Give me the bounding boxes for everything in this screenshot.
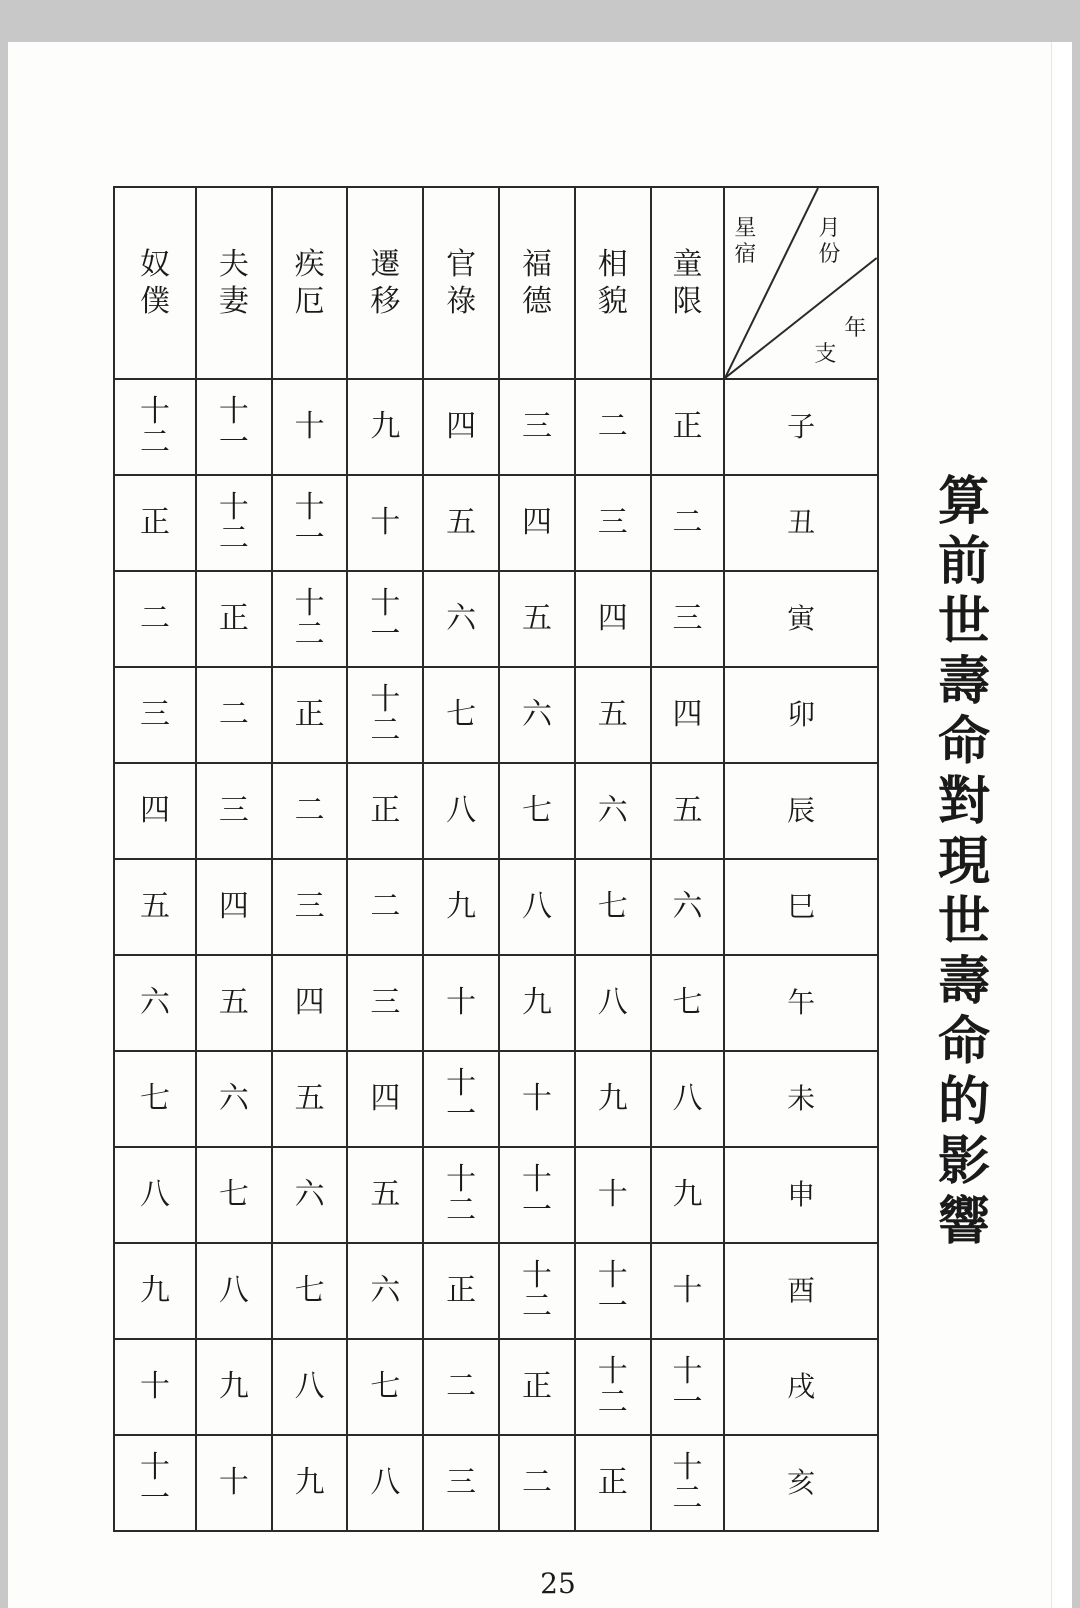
table-cell xyxy=(114,1243,196,1339)
cell-value: 六 xyxy=(597,793,628,829)
cell-value: 三 xyxy=(139,697,170,733)
column-header: 童限 xyxy=(651,187,725,379)
cell-value: 正 xyxy=(294,697,325,733)
table-cell xyxy=(423,379,499,475)
table-cell xyxy=(347,379,423,475)
cell-value: 五 xyxy=(370,1177,401,1213)
table-cell xyxy=(423,667,499,763)
cell-value: 四 xyxy=(521,505,552,541)
table-cell xyxy=(575,379,651,475)
cell-value: 十一 xyxy=(672,1353,703,1420)
cell-value: 二 xyxy=(521,1465,552,1501)
cell-value: 十 xyxy=(521,1081,552,1117)
table-cell xyxy=(651,1051,725,1147)
cell-value: 六 xyxy=(294,1177,325,1213)
cell-value: 九 xyxy=(446,889,477,925)
corner-label-year: 年 xyxy=(844,316,867,341)
corner-label-month: 月份 xyxy=(818,216,841,268)
table-cell xyxy=(575,1435,651,1531)
branch-cell xyxy=(724,475,878,571)
cell-value: 四 xyxy=(446,409,477,445)
book-page xyxy=(8,42,1072,1608)
cell-value: 七 xyxy=(139,1081,170,1117)
cell-value: 三 xyxy=(370,985,401,1021)
table-cell xyxy=(114,667,196,763)
table-cell xyxy=(423,1435,499,1531)
cell-value: 十二 xyxy=(370,681,401,748)
table-cell xyxy=(347,667,423,763)
table-cell xyxy=(651,571,725,667)
table-cell xyxy=(575,571,651,667)
branch-label: 酉 xyxy=(787,1274,816,1308)
table-cell xyxy=(499,379,575,475)
cell-value: 十 xyxy=(672,1273,703,1309)
branch-label: 子 xyxy=(787,410,816,444)
table-cell xyxy=(575,667,651,763)
column-header: 福德 xyxy=(499,187,575,379)
cell-value: 三 xyxy=(294,889,325,925)
column-header: 夫妻 xyxy=(196,187,272,379)
table-cell xyxy=(499,667,575,763)
table-cell xyxy=(651,1243,725,1339)
table-cell xyxy=(575,763,651,859)
table-cell xyxy=(114,475,196,571)
cell-value: 四 xyxy=(294,985,325,1021)
table-cell xyxy=(196,1051,272,1147)
table-cell xyxy=(651,667,725,763)
table-cell xyxy=(499,859,575,955)
table-cell xyxy=(347,1147,423,1243)
branch-cell xyxy=(724,571,878,667)
cell-value: 二 xyxy=(597,409,628,445)
cell-value: 十 xyxy=(294,409,325,445)
cell-value: 七 xyxy=(294,1273,325,1309)
table-cell xyxy=(651,1147,725,1243)
table-cell xyxy=(499,1339,575,1435)
table-cell xyxy=(196,1243,272,1339)
branch-cell xyxy=(724,1243,878,1339)
table-cell xyxy=(423,1051,499,1147)
cell-value: 二 xyxy=(139,601,170,637)
table-cell xyxy=(575,1339,651,1435)
cell-value: 五 xyxy=(446,505,477,541)
table-cell xyxy=(196,1435,272,1531)
table-cell xyxy=(423,1147,499,1243)
corner-label-branch: 支 xyxy=(814,342,837,367)
cell-value: 五 xyxy=(218,985,249,1021)
cell-value: 七 xyxy=(370,1369,401,1405)
cell-value: 十一 xyxy=(218,393,249,460)
table-cell xyxy=(423,955,499,1051)
cell-value: 九 xyxy=(139,1273,170,1309)
table-cell xyxy=(499,571,575,667)
table-cell xyxy=(575,859,651,955)
cell-value: 十二 xyxy=(218,489,249,556)
table-row xyxy=(114,1147,878,1243)
branch-cell xyxy=(724,1147,878,1243)
cell-value: 十二 xyxy=(521,1257,552,1324)
cell-value: 四 xyxy=(218,889,249,925)
table-cell xyxy=(196,667,272,763)
table-cell xyxy=(272,1435,348,1531)
table-cell xyxy=(272,859,348,955)
cell-value: 七 xyxy=(672,985,703,1021)
cell-value: 六 xyxy=(218,1081,249,1117)
cell-value: 四 xyxy=(597,601,628,637)
branch-label: 巳 xyxy=(787,890,816,924)
cell-value: 三 xyxy=(446,1465,477,1501)
branch-label: 戌 xyxy=(787,1370,816,1404)
cell-value: 六 xyxy=(521,697,552,733)
cell-value: 六 xyxy=(139,985,170,1021)
branch-label: 寅 xyxy=(787,602,816,636)
column-header: 奴僕 xyxy=(114,187,196,379)
branch-label: 卯 xyxy=(787,698,816,732)
table-cell xyxy=(499,1243,575,1339)
table-cell xyxy=(272,1243,348,1339)
table-cell xyxy=(272,763,348,859)
table-cell xyxy=(272,571,348,667)
cell-value: 十一 xyxy=(139,1449,170,1516)
cell-value: 三 xyxy=(521,409,552,445)
table-cell xyxy=(114,1147,196,1243)
cell-value: 正 xyxy=(370,793,401,829)
cell-value: 正 xyxy=(446,1273,477,1309)
table-cell xyxy=(272,379,348,475)
cell-value: 十 xyxy=(139,1369,170,1405)
table-cell xyxy=(423,571,499,667)
table-cell xyxy=(272,955,348,1051)
table-row xyxy=(114,955,878,1051)
table-cell xyxy=(114,1435,196,1531)
table-cell xyxy=(347,1051,423,1147)
branch-cell xyxy=(724,1435,878,1531)
table-cell xyxy=(423,1339,499,1435)
column-header: 遷移 xyxy=(347,187,423,379)
table-cell xyxy=(196,475,272,571)
table-cell xyxy=(272,667,348,763)
cell-value: 八 xyxy=(139,1177,170,1213)
table-cell xyxy=(651,955,725,1051)
table-cell xyxy=(196,379,272,475)
cell-value: 十一 xyxy=(370,585,401,652)
table-row xyxy=(114,1243,878,1339)
cell-value: 十 xyxy=(446,985,477,1021)
table-row xyxy=(114,859,878,955)
cell-value: 十二 xyxy=(597,1353,628,1420)
cell-value: 七 xyxy=(218,1177,249,1213)
table-cell xyxy=(423,763,499,859)
table-cell xyxy=(347,763,423,859)
cell-value: 八 xyxy=(597,985,628,1021)
table-cell xyxy=(114,859,196,955)
table-cell xyxy=(651,859,725,955)
cell-value: 四 xyxy=(139,793,170,829)
table-cell xyxy=(114,1051,196,1147)
page-number: 25 xyxy=(540,1567,576,1600)
table-cell xyxy=(347,859,423,955)
table-row xyxy=(114,571,878,667)
table-cell xyxy=(423,859,499,955)
cell-value: 三 xyxy=(218,793,249,829)
cell-value: 三 xyxy=(672,601,703,637)
cell-value: 八 xyxy=(370,1465,401,1501)
table-cell xyxy=(423,475,499,571)
table-row xyxy=(114,379,878,475)
table-cell xyxy=(272,1051,348,1147)
table-cell xyxy=(575,1147,651,1243)
cell-value: 六 xyxy=(446,601,477,637)
cell-value: 八 xyxy=(294,1369,325,1405)
page-title: 算前世壽命對現世壽命的影響 xyxy=(938,472,991,1252)
cell-value: 十一 xyxy=(597,1257,628,1324)
table-cell xyxy=(499,1147,575,1243)
cell-value: 九 xyxy=(672,1177,703,1213)
cell-value: 六 xyxy=(672,889,703,925)
diagonal-corner-header xyxy=(724,187,878,379)
branch-label: 丑 xyxy=(787,506,816,540)
table-row xyxy=(114,667,878,763)
table-cell xyxy=(423,1243,499,1339)
branch-label: 申 xyxy=(787,1178,816,1212)
cell-value: 正 xyxy=(521,1369,552,1405)
cell-value: 十一 xyxy=(521,1161,552,1228)
table-cell xyxy=(499,475,575,571)
table-cell xyxy=(196,1339,272,1435)
table-cell xyxy=(114,955,196,1051)
cell-value: 三 xyxy=(597,505,628,541)
cell-value: 七 xyxy=(521,793,552,829)
cell-value: 十一 xyxy=(446,1065,477,1132)
cell-value: 九 xyxy=(370,409,401,445)
cell-value: 十 xyxy=(597,1177,628,1213)
table-cell xyxy=(651,379,725,475)
cell-value: 五 xyxy=(597,697,628,733)
table-row xyxy=(114,1051,878,1147)
cell-value: 十 xyxy=(218,1465,249,1501)
branch-label: 辰 xyxy=(787,794,816,828)
cell-value: 十二 xyxy=(446,1161,477,1228)
table-row xyxy=(114,763,878,859)
cell-value: 正 xyxy=(672,409,703,445)
branch-cell xyxy=(724,379,878,475)
table-cell xyxy=(272,475,348,571)
table-row xyxy=(114,1339,878,1435)
table-cell xyxy=(347,1339,423,1435)
table-cell xyxy=(651,1435,725,1531)
cell-value: 正 xyxy=(139,505,170,541)
cell-value: 九 xyxy=(521,985,552,1021)
cell-value: 二 xyxy=(370,889,401,925)
column-header: 官祿 xyxy=(423,187,499,379)
cell-value: 十 xyxy=(370,505,401,541)
cell-value: 十二 xyxy=(672,1449,703,1516)
column-header: 疾厄 xyxy=(272,187,348,379)
table-cell xyxy=(651,763,725,859)
branch-cell xyxy=(724,667,878,763)
cell-value: 十二 xyxy=(139,393,170,460)
cell-value: 二 xyxy=(672,505,703,541)
lifespan-table xyxy=(113,186,879,1532)
table-cell xyxy=(499,1051,575,1147)
branch-label: 亥 xyxy=(787,1466,816,1500)
cell-value: 五 xyxy=(139,889,170,925)
cell-value: 正 xyxy=(597,1465,628,1501)
branch-cell xyxy=(724,763,878,859)
cell-value: 五 xyxy=(521,601,552,637)
header-row xyxy=(114,187,878,379)
cell-value: 十一 xyxy=(294,489,325,556)
table-cell xyxy=(575,1051,651,1147)
table-cell xyxy=(499,955,575,1051)
cell-value: 八 xyxy=(446,793,477,829)
cell-value: 四 xyxy=(370,1081,401,1117)
table-cell xyxy=(196,1147,272,1243)
cell-value: 八 xyxy=(521,889,552,925)
branch-cell xyxy=(724,859,878,955)
cell-value: 六 xyxy=(370,1273,401,1309)
table-cell xyxy=(347,475,423,571)
corner-label-stars: 星宿 xyxy=(734,216,757,268)
branch-label: 未 xyxy=(787,1082,816,1116)
cell-value: 九 xyxy=(218,1369,249,1405)
table-cell xyxy=(196,571,272,667)
table-cell xyxy=(196,955,272,1051)
branch-cell xyxy=(724,1339,878,1435)
table-cell xyxy=(575,1243,651,1339)
table-cell xyxy=(499,763,575,859)
cell-value: 四 xyxy=(672,697,703,733)
table-cell xyxy=(114,379,196,475)
table-cell xyxy=(575,955,651,1051)
table-cell xyxy=(575,475,651,571)
branch-cell xyxy=(724,955,878,1051)
table-row xyxy=(114,1435,878,1531)
table-cell xyxy=(114,1339,196,1435)
table-cell xyxy=(347,1243,423,1339)
cell-value: 八 xyxy=(672,1081,703,1117)
cell-value: 十二 xyxy=(294,585,325,652)
branch-label: 午 xyxy=(787,986,816,1020)
cell-value: 二 xyxy=(446,1369,477,1405)
table-cell xyxy=(196,859,272,955)
table-cell xyxy=(651,1339,725,1435)
page-edge xyxy=(1051,42,1072,1608)
table-cell xyxy=(347,571,423,667)
table-cell xyxy=(347,955,423,1051)
cell-value: 正 xyxy=(218,601,249,637)
cell-value: 五 xyxy=(294,1081,325,1117)
cell-value: 九 xyxy=(597,1081,628,1117)
cell-value: 二 xyxy=(218,697,249,733)
branch-cell xyxy=(724,1051,878,1147)
table-cell xyxy=(499,1435,575,1531)
cell-value: 五 xyxy=(672,793,703,829)
table-cell xyxy=(114,763,196,859)
table-cell xyxy=(651,475,725,571)
table-cell xyxy=(272,1339,348,1435)
table-cell xyxy=(347,1435,423,1531)
cell-value: 八 xyxy=(218,1273,249,1309)
cell-value: 七 xyxy=(446,697,477,733)
cell-value: 七 xyxy=(597,889,628,925)
column-header: 相貌 xyxy=(575,187,651,379)
table-cell xyxy=(196,763,272,859)
table-cell xyxy=(272,1147,348,1243)
table-cell xyxy=(114,571,196,667)
cell-value: 九 xyxy=(294,1465,325,1501)
cell-value: 二 xyxy=(294,793,325,829)
table-row xyxy=(114,475,878,571)
